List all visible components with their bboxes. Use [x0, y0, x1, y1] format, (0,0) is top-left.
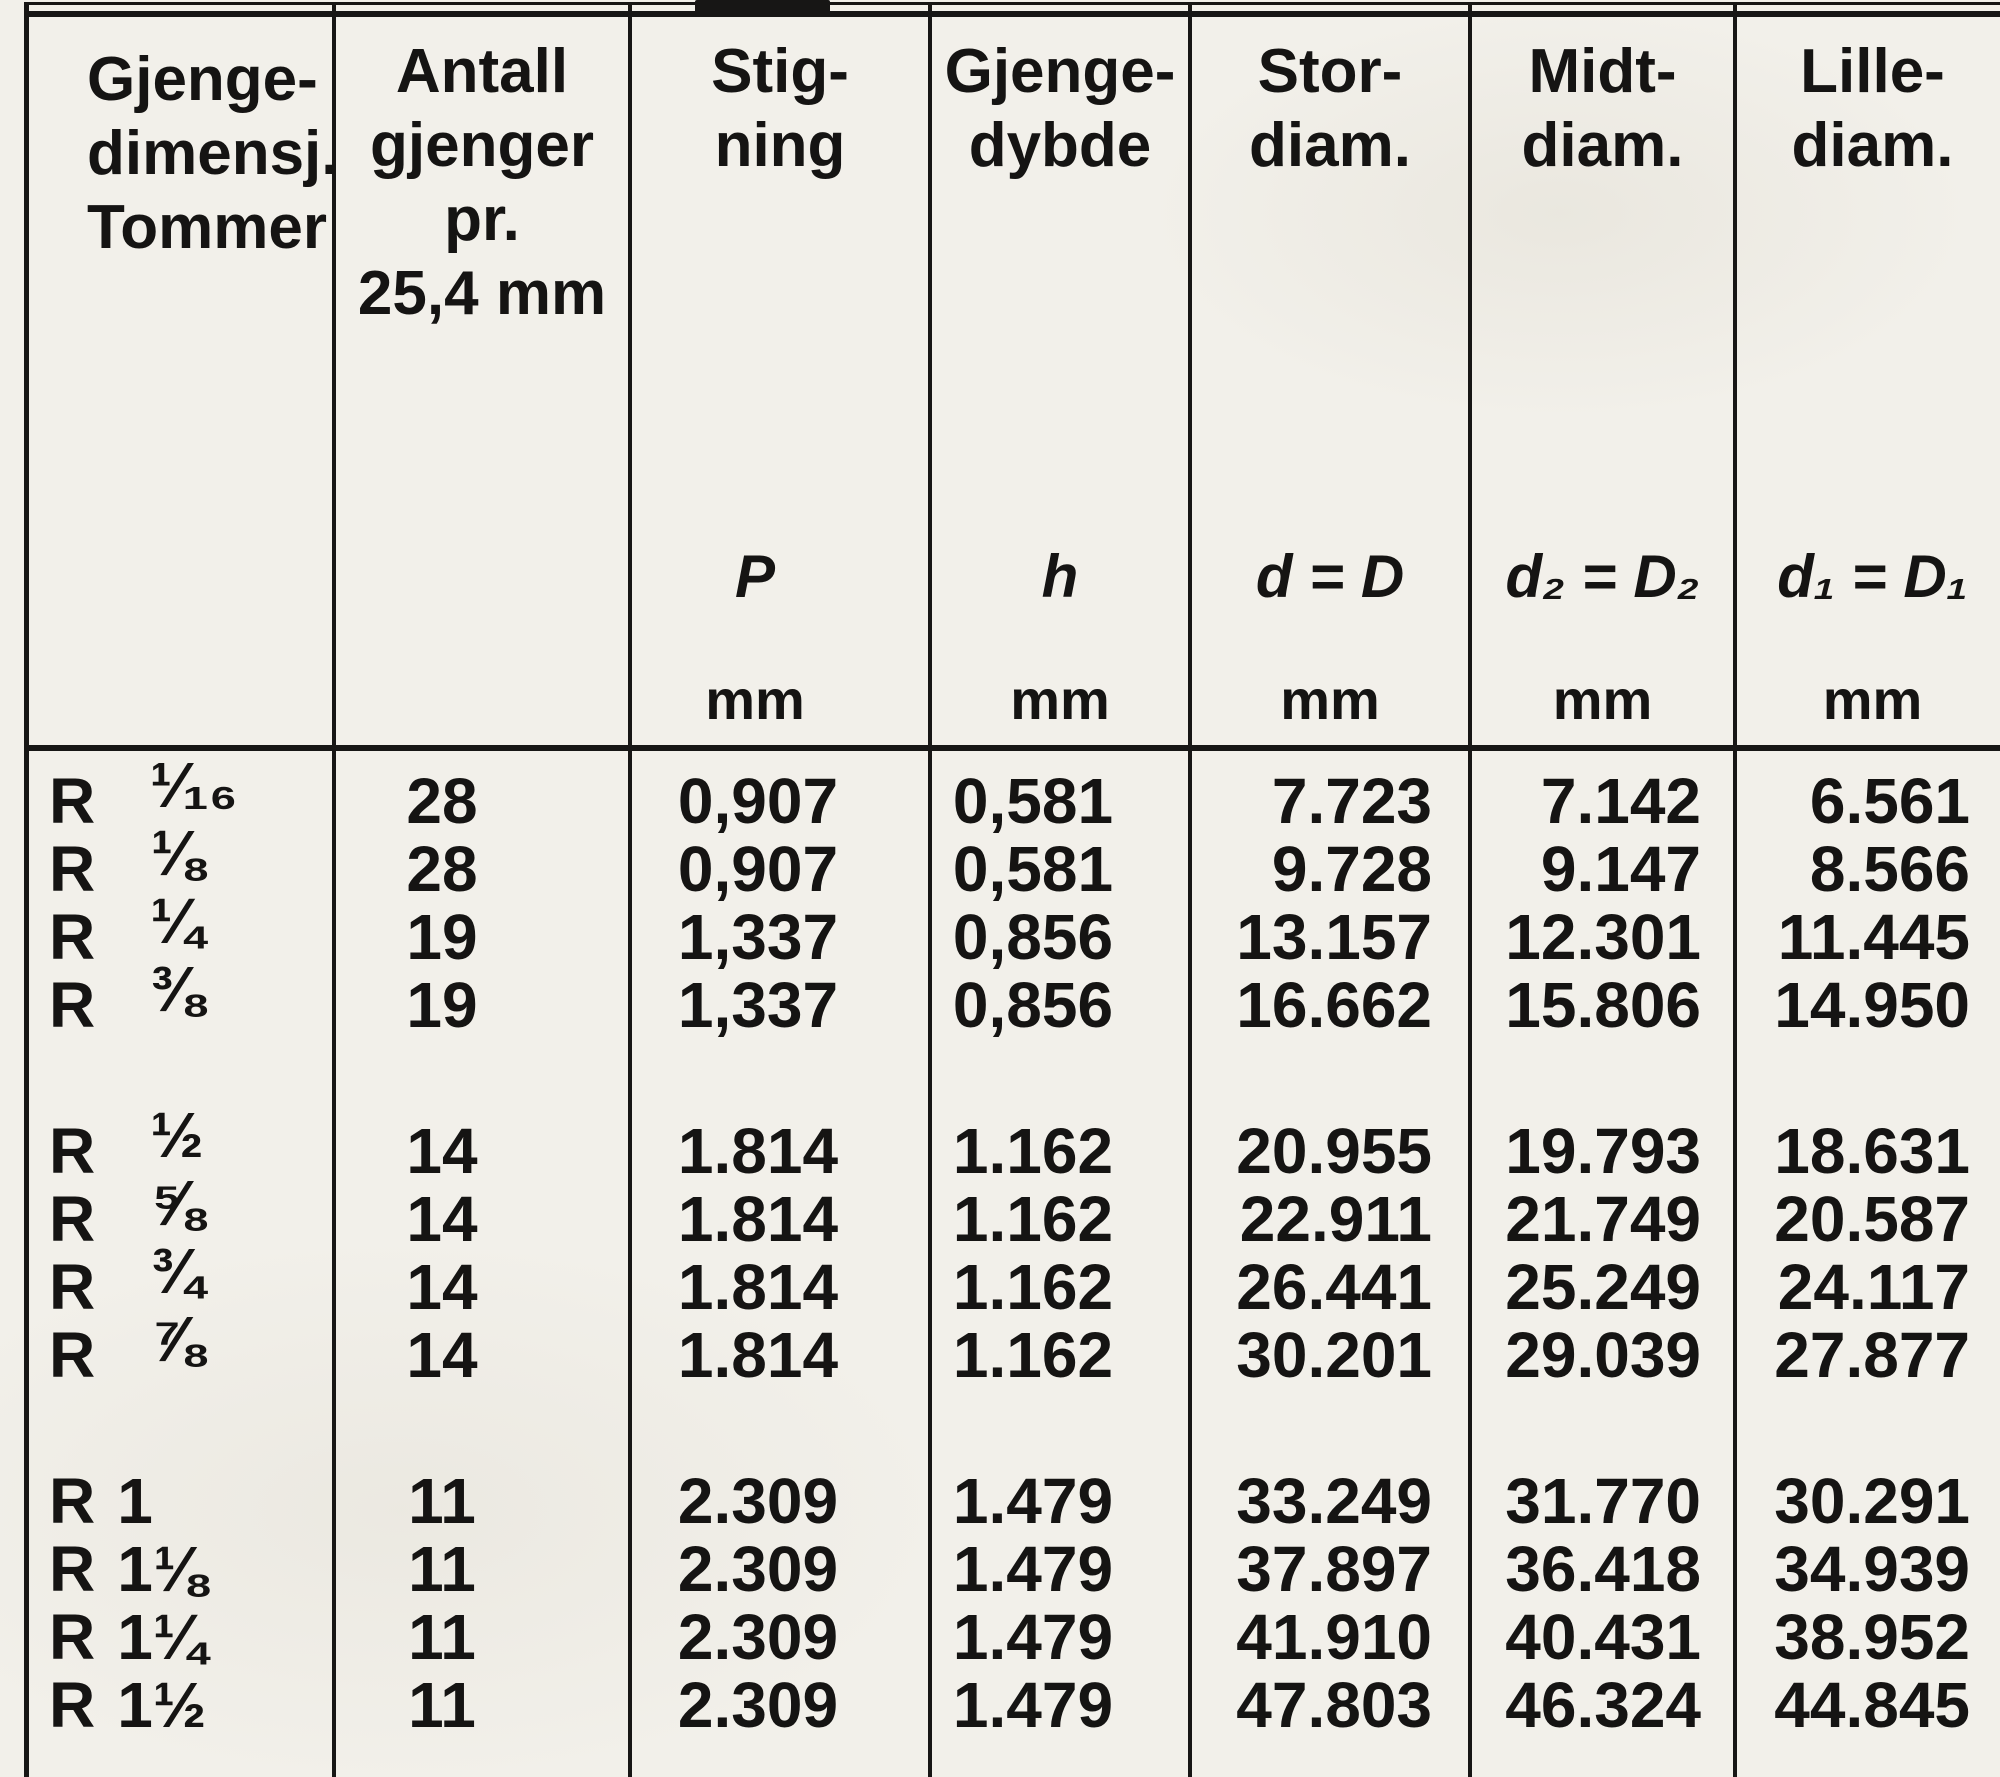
- thread-size: 1¼: [117, 1601, 207, 1673]
- symbol-minor-diameter: d₁ = D₁: [1777, 543, 1968, 610]
- previous-row-bottom-border: [26, 2, 2000, 5]
- table-row: [24, 749, 2000, 837]
- major-diameter-cell: 7.723: [1271, 765, 1432, 837]
- minor-diameter-cell: 14.950: [1774, 969, 1970, 1041]
- major-diameter-cell: 26.441: [1236, 1251, 1432, 1323]
- thread-size: ¹⁄₁₆: [150, 749, 238, 821]
- header-label: Stig- ning: [711, 37, 849, 180]
- thread-series-letter: R: [49, 1533, 96, 1605]
- header-antall-gjenger: [334, 17, 630, 745]
- table-row: [24, 953, 2000, 1041]
- pitch-diameter-cell: 31.770: [1505, 1465, 1701, 1537]
- thread-dimension-cell: [24, 1603, 334, 1671]
- pitch-diameter-cell: 15.806: [1505, 969, 1701, 1041]
- pitch-diameter-cell: 46.324: [1505, 1669, 1701, 1741]
- thread-depth-cell: 1.162: [952, 1115, 1114, 1187]
- thread-dimension-cell: [24, 1303, 334, 1391]
- major-diameter-cell: 41.910: [1236, 1601, 1432, 1673]
- thread-dimension-cell: [24, 1671, 334, 1739]
- thread-size: 1½: [117, 1669, 207, 1741]
- thread-series-letter: R: [49, 1251, 96, 1323]
- header-label: Gjenge- dimensj. Tommer: [87, 45, 339, 262]
- symbol-pitch-diameter: d₂ = D₂: [1505, 543, 1700, 610]
- thread-depth-cell: 0,581: [952, 765, 1114, 837]
- minor-diameter-cell: 44.845: [1774, 1669, 1970, 1741]
- pitch-cell: 2.309: [677, 1669, 839, 1741]
- thread-depth-cell: 1.162: [952, 1251, 1114, 1323]
- pitch-cell: 1,337: [677, 901, 839, 973]
- threads-per-inch-cell: 11: [408, 1533, 476, 1605]
- threads-per-inch-cell: 14: [406, 1251, 478, 1323]
- threads-per-inch-cell: 14: [406, 1183, 478, 1255]
- thread-size: ⅞: [150, 1303, 204, 1375]
- table-body: [24, 749, 2000, 1741]
- pitch-cell: 2.309: [677, 1533, 839, 1605]
- thread-size: ½: [150, 1099, 204, 1171]
- table-row: [24, 1099, 2000, 1187]
- thread-series-letter: R: [49, 1465, 96, 1537]
- header-label: Antall gjenger pr. 25,4 mm: [357, 37, 607, 328]
- major-diameter-cell: 33.249: [1236, 1465, 1432, 1537]
- pitch-diameter-cell: 36.418: [1505, 1533, 1701, 1605]
- thread-dimension-cell: [24, 953, 334, 1041]
- minor-diameter-cell: 30.291: [1774, 1465, 1970, 1537]
- pitch-cell: 1.814: [677, 1183, 839, 1255]
- major-diameter-cell: 20.955: [1236, 1115, 1432, 1187]
- thread-series-letter: R: [49, 901, 96, 973]
- pitch-cell: 2.309: [677, 1465, 839, 1537]
- header-stordiam: [1190, 17, 1470, 745]
- thread-depth-cell: 0,856: [952, 901, 1114, 973]
- unit-mm: mm: [705, 668, 805, 731]
- thread-series-letter: R: [49, 1601, 96, 1673]
- minor-diameter-cell: 11.445: [1777, 901, 1970, 973]
- pitch-diameter-cell: 29.039: [1505, 1319, 1701, 1391]
- threads-per-inch-cell: 11: [408, 1465, 476, 1537]
- threads-per-inch-cell: 14: [406, 1115, 478, 1187]
- symbol-major-diameter: d = D: [1255, 543, 1405, 610]
- unit-mm: mm: [1552, 668, 1653, 731]
- table-row: [24, 885, 2000, 973]
- scan-artifact: [695, 0, 830, 16]
- minor-diameter-cell: 34.939: [1774, 1533, 1970, 1605]
- pitch-cell: 0,907: [677, 833, 839, 905]
- thread-size: ⅛: [150, 817, 204, 889]
- pitch-diameter-cell: 7.142: [1540, 765, 1701, 837]
- pitch-diameter-cell: 21.749: [1505, 1183, 1701, 1255]
- table-header-row: [24, 17, 2000, 745]
- major-diameter-cell: 22.911: [1239, 1183, 1432, 1255]
- pitch-cell: 1.814: [677, 1251, 839, 1323]
- pitch-diameter-cell: 25.249: [1505, 1251, 1701, 1323]
- header-label: Midt- diam.: [1521, 37, 1684, 180]
- minor-diameter-cell: 27.877: [1774, 1319, 1970, 1391]
- major-diameter-cell: 13.157: [1236, 901, 1432, 973]
- pitch-diameter-cell: 40.431: [1505, 1601, 1701, 1673]
- threads-per-inch-cell: 11: [408, 1669, 476, 1741]
- pitch-diameter-cell: 12.301: [1505, 901, 1701, 973]
- minor-diameter-cell: 24.117: [1777, 1251, 1970, 1323]
- thread-depth-cell: 1.162: [952, 1183, 1114, 1255]
- table-row: [24, 1535, 2000, 1603]
- thread-size: ¼: [150, 885, 204, 957]
- header-label: Stor- diam.: [1249, 37, 1411, 180]
- header-stigning: [630, 17, 930, 745]
- thread-dimension-table: [24, 17, 2000, 1739]
- header-gjengedimensjon: [24, 17, 339, 745]
- thread-depth-cell: 1.479: [952, 1533, 1114, 1605]
- pitch-cell: 0,907: [677, 765, 839, 837]
- unit-mm: mm: [1822, 668, 1923, 731]
- major-diameter-cell: 30.201: [1236, 1319, 1432, 1391]
- minor-diameter-cell: 8.566: [1809, 833, 1970, 905]
- minor-diameter-cell: 18.631: [1774, 1115, 1970, 1187]
- minor-diameter-cell: 38.952: [1774, 1601, 1970, 1673]
- thread-series-letter: R: [49, 1115, 96, 1187]
- header-label: Gjenge- dybde: [944, 37, 1176, 180]
- threads-per-inch-cell: 19: [406, 969, 478, 1041]
- thread-series-letter: R: [49, 969, 96, 1041]
- table-row: [24, 1167, 2000, 1255]
- thread-depth-cell: 0,581: [952, 833, 1114, 905]
- thread-size: ⅝: [150, 1167, 204, 1239]
- thread-size: 1: [117, 1465, 153, 1537]
- thread-series-letter: R: [49, 1319, 96, 1391]
- thread-size: 1⅛: [117, 1533, 207, 1605]
- thread-series-letter: R: [49, 765, 96, 837]
- thread-size: ⅜: [150, 953, 204, 1025]
- table-row: [24, 1603, 2000, 1671]
- thread-depth-cell: 1.162: [952, 1319, 1114, 1391]
- symbol-pitch: P: [734, 543, 776, 610]
- major-diameter-cell: 16.662: [1236, 969, 1432, 1041]
- threads-per-inch-cell: 19: [406, 901, 478, 973]
- unit-mm: mm: [1280, 668, 1380, 731]
- pitch-cell: 1.814: [677, 1319, 839, 1391]
- threads-per-inch-cell: 28: [406, 765, 478, 837]
- thread-series-letter: R: [49, 833, 96, 905]
- pitch-cell: 1.814: [677, 1115, 839, 1187]
- table-row: [24, 1671, 2000, 1739]
- table-row: [24, 1467, 2000, 1535]
- thread-depth-cell: 1.479: [952, 1465, 1114, 1537]
- threads-per-inch-cell: 14: [406, 1319, 478, 1391]
- table-row: [24, 817, 2000, 905]
- pitch-diameter-cell: 19.793: [1505, 1115, 1701, 1187]
- header-label: Lille- diam.: [1791, 37, 1954, 180]
- thread-depth-cell: 1.479: [952, 1669, 1114, 1741]
- major-diameter-cell: 37.897: [1236, 1533, 1432, 1605]
- threads-per-inch-cell: 11: [408, 1601, 476, 1673]
- pitch-cell: 2.309: [677, 1601, 839, 1673]
- threads-per-inch-cell: 28: [406, 833, 478, 905]
- thread-series-letter: R: [49, 1669, 96, 1741]
- thread-depth-cell: 0,856: [952, 969, 1114, 1041]
- minor-diameter-cell: 6.561: [1809, 765, 1970, 837]
- thread-dimension-cell: [24, 1535, 334, 1603]
- unit-mm: mm: [1010, 668, 1110, 731]
- thread-size: ¾: [150, 1235, 204, 1307]
- table-row: [24, 1303, 2000, 1391]
- symbol-depth: h: [1041, 543, 1079, 610]
- thread-series-letter: R: [49, 1183, 96, 1255]
- major-diameter-cell: 9.728: [1271, 833, 1432, 905]
- pitch-diameter-cell: 9.147: [1540, 833, 1701, 905]
- minor-diameter-cell: 20.587: [1774, 1183, 1970, 1255]
- header-midtdiam: [1470, 17, 1735, 745]
- table-row: [24, 1235, 2000, 1323]
- pitch-cell: 1,337: [677, 969, 839, 1041]
- header-lillediam: [1735, 17, 2000, 745]
- thread-depth-cell: 1.479: [952, 1601, 1114, 1673]
- header-gjengedybde: [930, 17, 1190, 745]
- thread-dimension-cell: [24, 1467, 334, 1535]
- major-diameter-cell: 47.803: [1236, 1669, 1432, 1741]
